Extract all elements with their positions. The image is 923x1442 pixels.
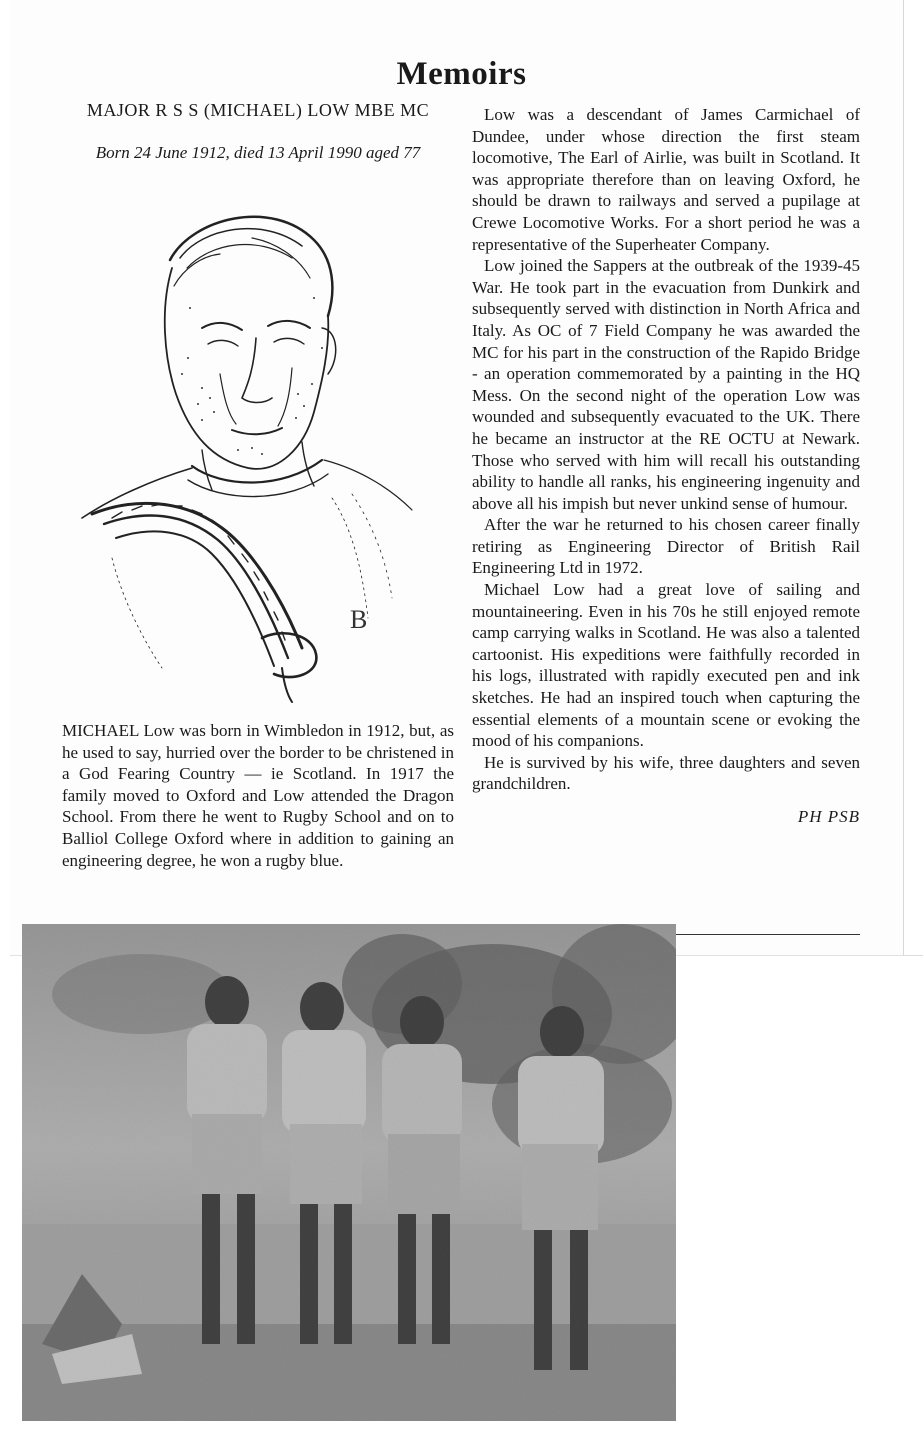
dates-line: Born 24 June 1912, died 13 April 1990 aged 77 bbox=[95, 143, 421, 162]
group-photograph bbox=[22, 924, 676, 1421]
left-column-body bbox=[62, 720, 454, 871]
column-end-rule bbox=[676, 934, 860, 935]
page-title: Memoirs bbox=[396, 56, 527, 92]
right-column bbox=[472, 104, 860, 827]
page-edge bbox=[903, 955, 923, 956]
portrait-sketch bbox=[52, 198, 432, 703]
paragraph: After the war he returned to his chosen career finally retiring as Engineering Director of British Rail Engineering Ltd in 1972. bbox=[472, 515, 860, 578]
left-column-header bbox=[62, 100, 454, 163]
name-heading: MAJOR R S S (MICHAEL) LOW MBE MC bbox=[86, 100, 430, 120]
paragraph: Low was a descendant of James Carmichael of Dundee, under whose direction the first steam locomotive, The Earl of Airlie, was built in Scotland. It was appropriate therefore than on leaving Oxford, he should be drawn to railways and served a pupilage at Crewe Locomotive Works. For a short period he was a representative of the Superheater Company. bbox=[472, 105, 860, 254]
author-signature: PH PSB bbox=[797, 807, 860, 826]
paragraph: MICHAEL Low was born in Wimbledon in 1912, but, as he used to say, hurried over the border to be christened in a God Fearing Country — ie Scotland. In 1917 the family moved to Oxford and Low attended the Dragon School. From there he went to Rugby School and on to Balliol College Oxford where in addition to gaining an engineering degree, he won a rugby blue. bbox=[62, 721, 454, 870]
paragraph: Michael Low had a great love of sailing and mountaineering. Even in his 70s he still enjoyed remote camp carrying walks in Scotland. He was also a talented cartoonist. His expeditions were faithfully recorded in his logs, illustrated with rapidly executed pen and ink sketches. He had an inspired touch when capturing the essential elements of a mountain scene or evoking the mood of his companions. bbox=[472, 580, 860, 751]
paragraph: Low joined the Sappers at the outbreak of the 1939-45 War. He took part in the evacuation from Dunkirk and subsequently served with distinction in North Africa and Italy. As OC of 7 Field Company he was awarded the MC for his part in the construction of the Rapido Bridge - an operation commemorated by a painting in the HQ Mess. On the second night of the operation Low was wounded and subsequently evacuated to the UK. There he became an instructor at the RE OCTU at Newark. Those who served with him will recall his outstanding ability to handle all ranks, his engineering ingenuity and above all his impish but never unkind sense of humour. bbox=[472, 256, 860, 513]
paragraph: He is survived by his wife, three daughters and seven grandchildren. bbox=[472, 752, 860, 794]
artist-monogram: B bbox=[350, 605, 368, 634]
